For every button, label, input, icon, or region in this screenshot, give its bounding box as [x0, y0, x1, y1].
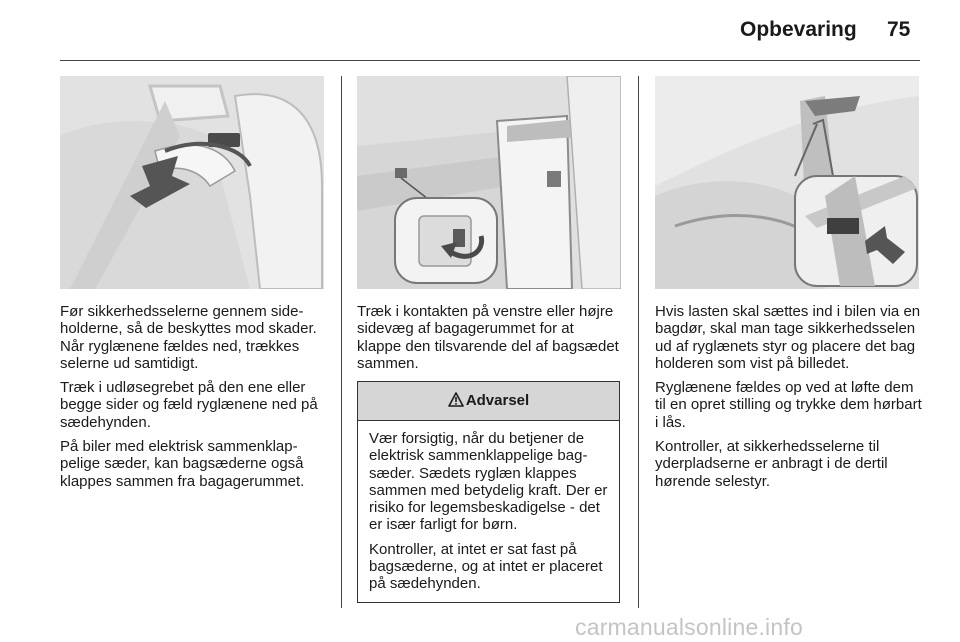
paragraph: Vær forsigtig, når du betjener de elektrisk sammenklappelige bagsæder. Sædets ryglæn klappes sammen med betydelig kraft. Der er risiko for legemsbeskadigelse - det er især farligt for børn.: [369, 430, 608, 534]
figure-belt-holder-rear: [655, 76, 919, 289]
paragraph: Træk i udløsegrebet på den ene eller begge sider og fæld ryglænene ned på sædehynden.: [60, 379, 318, 431]
figure-trunk-switch: [357, 76, 621, 289]
paragraph: Kontroller, at intet er sat fast på bagsæderne, og at intet er placeret på sædehynden.: [369, 540, 603, 593]
warning-header: [358, 382, 619, 421]
column-1-text: [60, 303, 330, 497]
paragraph: På biler med elektrisk sammenklappelige sæder, kan bagsæderne også klappes sammen fra bagagerummet.: [60, 438, 305, 490]
warning-box: [357, 381, 620, 603]
column-3-text: [655, 303, 923, 497]
header-divider: [60, 60, 920, 61]
paragraph: Kontroller, at sikkerhedsselerne til yderpladserne er anbragt i de dertil hørende selestyr.: [655, 438, 888, 490]
column-divider-1: [341, 76, 342, 608]
paragraph: Før sikkerhedsselerne gennem sideholderne, så de beskyttes mod skader. Når ryglænene fældes ned, trækkes selerne ud samtidigt.: [60, 303, 317, 372]
warning-title: Advarsel: [465, 392, 530, 409]
paragraph: Ryglænene fældes op ved at løfte dem til en opret stilling og trykke dem hørbart i lås.: [655, 379, 922, 431]
section-title: Opbevaring: [740, 18, 857, 41]
page-number: 75: [887, 18, 911, 41]
paragraph: Træk i kontakten på venstre eller højre sidevæg af bagagerummet for at klappe den tilsvarende del af bagsædet sammen.: [357, 303, 619, 372]
warning-triangle-icon: [448, 392, 464, 407]
paragraph: Hvis lasten skal sættes ind i bilen via en bagdør, skal man tage sikkerhedsselen ud af ryglænets styr og placere det bag holderen som vist på billedet.: [655, 303, 921, 372]
column-divider-2: [638, 76, 639, 608]
figure-seatbelt-holder: [60, 76, 324, 289]
watermark: carmanualsonline.info: [575, 614, 803, 640]
warning-body: [358, 421, 619, 593]
column-2-text: [357, 303, 622, 379]
